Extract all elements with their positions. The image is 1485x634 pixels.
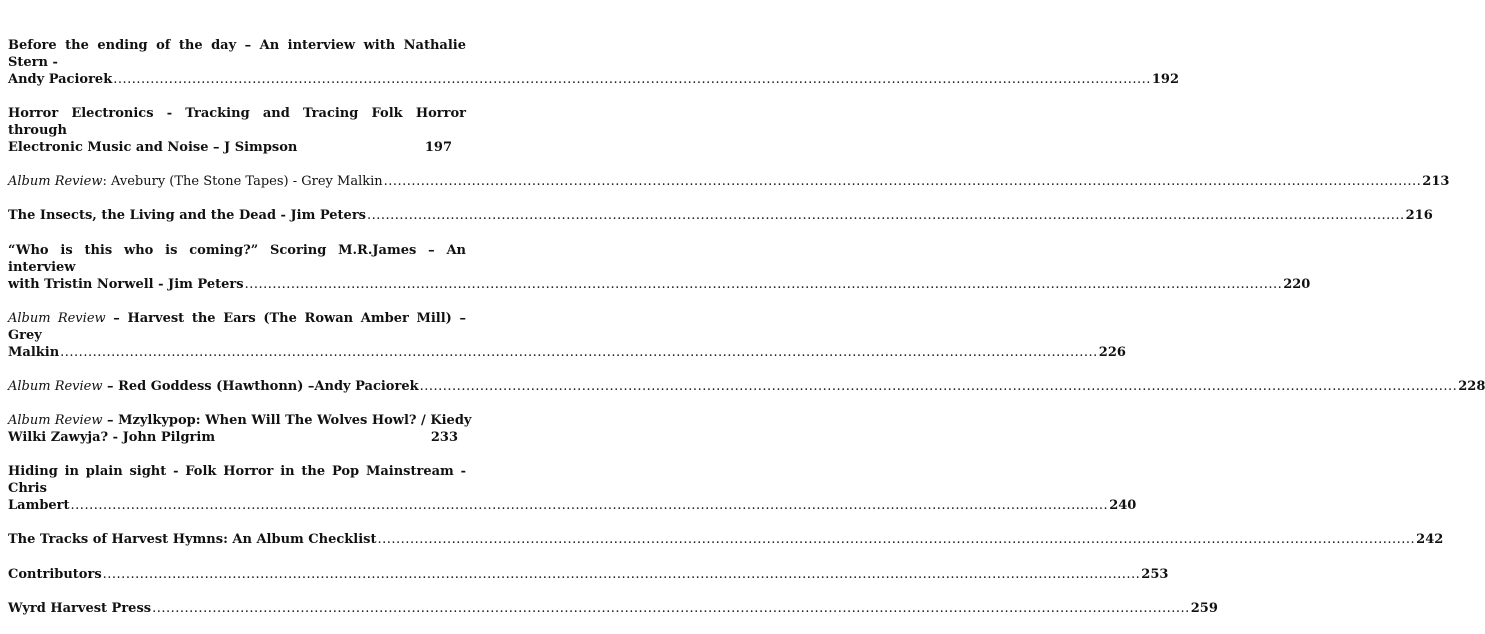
toc-entry-title-line: Hiding in plain sight - Folk Horror in the Pop Mainstream - Chris: [8, 464, 466, 497]
toc-page-number: 192: [1151, 72, 1179, 87]
toc-entry[interactable]: [8, 310, 1126, 361]
album-review-label: Album Review: [8, 174, 103, 189]
toc-page-number: 197: [424, 140, 452, 155]
toc-entry-title-line: [8, 310, 466, 344]
toc-entry-title-line: [8, 378, 419, 395]
toc-page-number: 233: [430, 430, 458, 446]
toc-page-number: 228: [1458, 378, 1485, 394]
toc-entry-title-line: Before the ending of the day – An interview with Nathalie Stern -: [8, 38, 466, 70]
album-review-label: Album Review: [8, 378, 103, 394]
toc-entry-title-line: Horror Electronics - Tracking and Tracing Folk Horror through: [8, 106, 466, 138]
toc-entry[interactable]: [8, 412, 472, 446]
toc-entry[interactable]: [8, 463, 1137, 514]
dot-leader: [384, 173, 1422, 190]
dot-leader: [113, 71, 1151, 88]
toc-page-number: 216: [1405, 208, 1433, 224]
toc-entry[interactable]: [8, 173, 1450, 190]
dot-leader: [103, 566, 1141, 583]
toc-entry[interactable]: [8, 105, 466, 156]
toc-entry-title-line: Malkin: [8, 344, 60, 360]
toc-entry-title-line: [8, 412, 472, 429]
toc-entry-title-line: Contributors: [8, 566, 102, 582]
toc-entry-title-line: with Tristin Norwell - Jim Peters: [8, 276, 244, 292]
toc-entry-title-line: Andy Paciorek: [8, 72, 113, 87]
toc-entry-title-line: Lambert: [8, 498, 70, 514]
toc-page-number: 259: [1190, 600, 1218, 616]
toc-entry-title-text: – Red Goddess (Hawthonn) –Andy Paciorek: [102, 378, 419, 394]
toc-entry-title-text: – Harvest the Ears (The Rowan Amber Mill) – Grey: [8, 310, 466, 343]
toc-entry[interactable]: [8, 242, 1311, 293]
toc-entry-title-line: The Insects, the Living and the Dead - Jim Peters: [8, 208, 366, 224]
album-review-label: Album Review: [8, 413, 103, 429]
dot-leader: [378, 531, 1416, 548]
dot-leader: [245, 276, 1283, 293]
toc-page-number: 213: [1422, 174, 1450, 189]
toc-page-number: 242: [1416, 532, 1444, 548]
toc-entry[interactable]: [8, 207, 1433, 224]
toc-entry[interactable]: [8, 600, 1218, 617]
toc-entry-title-line: Electronic Music and Noise – J Simpson: [8, 140, 298, 155]
toc-entry-title-line: “Who is this who is coming?” Scoring M.R.James – An interview: [8, 242, 466, 275]
toc-entry-title-text: – Mzylkypop: When Will The Wolves Howl? / Kiedy: [102, 413, 472, 429]
toc-entry-title-line: [8, 173, 383, 190]
toc-page-number: 220: [1283, 276, 1311, 292]
table-of-contents: [8, 37, 1485, 634]
toc-entry-title-line: Wyrd Harvest Press: [8, 600, 152, 616]
toc-entry-title-text: : Avebury (The Stone Tapes) - Grey Malkin: [102, 174, 383, 189]
toc-entry[interactable]: [8, 531, 1444, 548]
dot-leader: [420, 378, 1458, 395]
toc-entry-title-line: The Tracks of Harvest Hymns: An Album Checklist: [8, 532, 377, 548]
album-review-label: Album Review: [8, 310, 106, 326]
toc-page-number: 226: [1098, 344, 1126, 360]
toc-entry[interactable]: [8, 566, 1169, 583]
dot-leader: [60, 344, 1098, 361]
toc-page-number: 253: [1141, 566, 1169, 582]
toc-entry-title-line: Wilki Zawyja? - John Pilgrim: [8, 430, 216, 446]
dot-leader: [367, 207, 1405, 224]
toc-entry[interactable]: [8, 378, 1485, 395]
dot-leader: [152, 600, 1190, 617]
toc-entry[interactable]: [8, 37, 1179, 88]
dot-leader: [71, 497, 1109, 514]
toc-page-number: 240: [1109, 498, 1137, 514]
